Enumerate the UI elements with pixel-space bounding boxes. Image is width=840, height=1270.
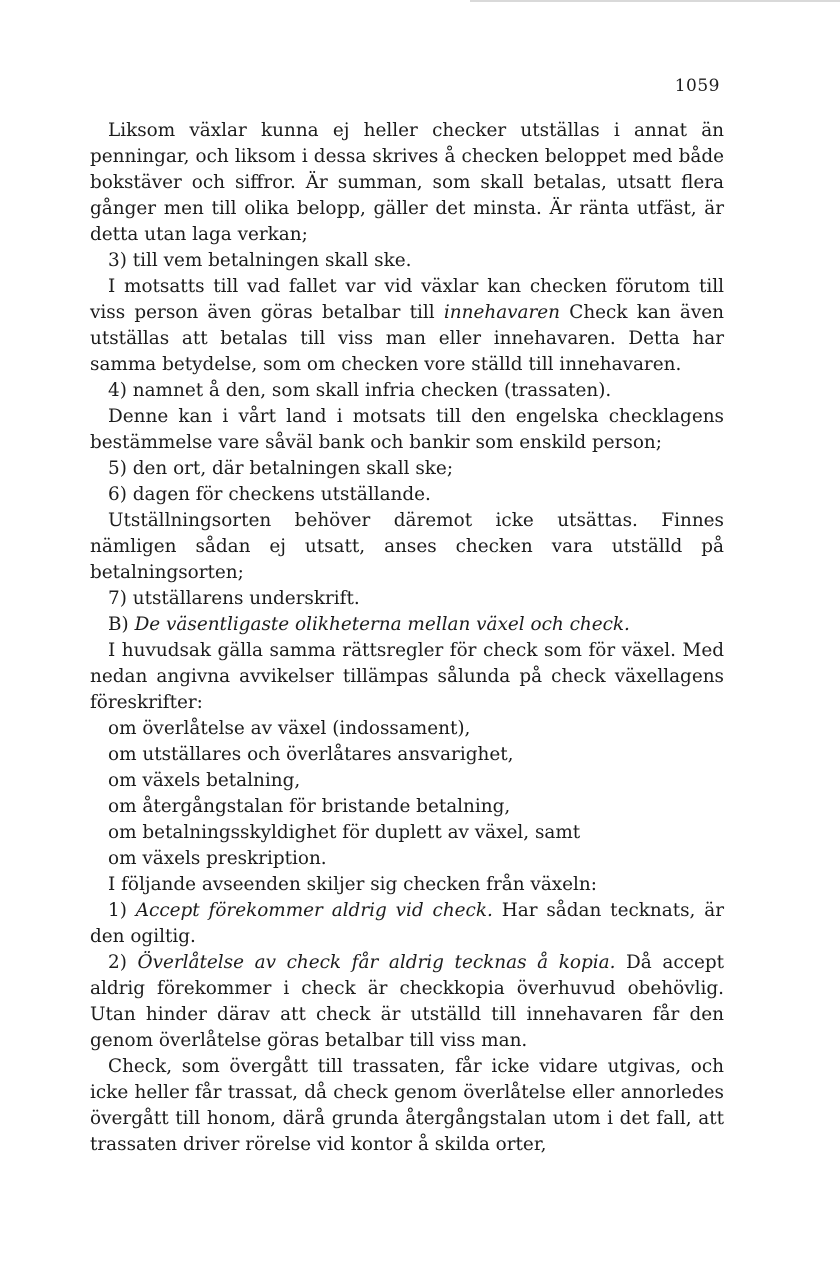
section-heading-b-label: B) bbox=[108, 614, 129, 635]
difference-1 bbox=[90, 898, 724, 950]
difference-2-text: Då accept aldrig förekommer i check är checkkopia överhuvud obehövlig. Utan hinder därav att check är utställd till innehavaren får den genom överlåtelse göras betalbar till viss man. bbox=[90, 952, 724, 1051]
rule-list-item: om återgångstalan för bristande betalning, bbox=[108, 796, 511, 817]
difference-2 bbox=[90, 950, 724, 1054]
page-number: 1059 bbox=[674, 76, 720, 96]
paragraph-rules: I huvudsak gälla samma rättsregler för check som för växel. Med nedan angivna avvikelser tillämpas sålunda på check växellagens föreskrifter: bbox=[90, 640, 724, 713]
rule-list-item: om växels preskription. bbox=[108, 848, 327, 869]
rule-list-item: om överlåtelse av växel (indossament), bbox=[108, 718, 471, 739]
paragraph-differences: I följande avseenden skiljer sig checken från växeln: bbox=[108, 874, 597, 895]
body-text bbox=[90, 118, 724, 1158]
difference-1-text: Har sådan tecknats, är den ogiltig. bbox=[90, 900, 724, 947]
paragraph-transfer: Check, som övergått till trassaten, får icke vidare utgivas, och icke heller får trassat, då check genom överlåtelse eller annorledes övergått till honom, därå grunda återgångstalan utom i det fall, att trassaten driver rörelse vid kontor å skilda orter, bbox=[90, 1056, 724, 1155]
paragraph-payee bbox=[90, 274, 724, 378]
rule-list-item: om växels betalning, bbox=[108, 770, 301, 791]
difference-2-label: 2) bbox=[108, 952, 127, 973]
paragraph-amount: Liksom växlar kunna ej heller checker utställas i annat än penningar, och liksom i dessa skrives å checken beloppet med både bokstäver och siffror. Är summan, som skall betalas, utsatt flera gånger men till olika belopp, gäller det minsta. Är ränta utfäst, är detta utan laga verkan; bbox=[90, 120, 724, 245]
paragraph-payee-emphasis: innehavaren bbox=[443, 302, 561, 323]
paragraph-place: Utställningsorten behöver däremot icke utsättas. Finnes nämligen sådan ej utsatt, anses checken vara utställd på betalningsorten; bbox=[90, 510, 724, 583]
section-heading-b-text: De väsentligaste olikheterna mellan växel och check. bbox=[134, 614, 630, 635]
rule-list-item: om utställares och överlåtares ansvarighet, bbox=[108, 744, 514, 765]
paragraph-drawee: Denne kan i vårt land i motsats till den engelska checklagens bestämmelse vare såväl bank och bankir som enskild person; bbox=[90, 406, 724, 453]
scan-edge-line bbox=[470, 0, 840, 2]
paragraph-payee-part2: Check kan även utställas att betalas till viss man eller innehavaren. Detta har samma betydelse, som om checken vore ställd till innehavaren. bbox=[90, 302, 724, 375]
difference-2-emphasis: Överlåtelse av check får aldrig tecknas å kopia. bbox=[137, 952, 616, 973]
list-item-7: 7) utställarens underskrift. bbox=[108, 588, 360, 609]
list-item-3: 3) till vem betalningen skall ske. bbox=[108, 250, 412, 271]
section-heading-b bbox=[90, 612, 724, 638]
paragraph-payee-part1: I motsatts till vad fallet var vid växlar kan checken förutom till viss person även göras betalbar till bbox=[90, 276, 724, 323]
list-item-5: 5) den ort, där betalningen skall ske; bbox=[108, 458, 454, 479]
difference-1-emphasis: Accept förekommer aldrig vid check. bbox=[135, 900, 493, 921]
list-item-4: 4) namnet å den, som skall infria checken (trassaten). bbox=[108, 380, 612, 401]
list-item-6: 6) dagen för checkens utställande. bbox=[108, 484, 431, 505]
rule-list-item: om betalningsskyldighet för duplett av växel, samt bbox=[108, 822, 581, 843]
difference-1-label: 1) bbox=[108, 900, 127, 921]
